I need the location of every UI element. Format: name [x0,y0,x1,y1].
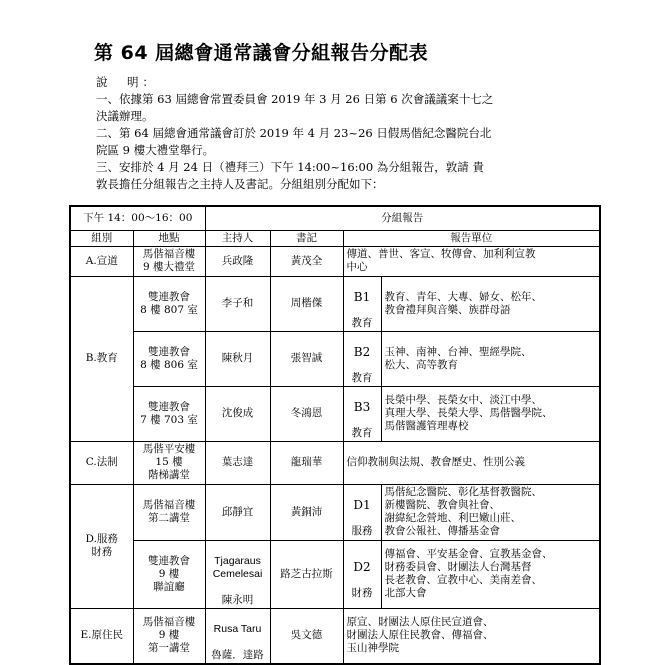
secretary-cell: 黃茂全 [270,246,343,276]
table-title-row [70,206,600,230]
subgroup-code-cell [343,276,381,331]
table-row [70,540,600,608]
subgroup-code-cell [343,540,381,608]
table-row [70,441,600,484]
location-cell: 馬偕平安樓 15 樓 階梯講堂 [133,441,205,484]
notes-section [96,74,586,193]
note-item-1: 一、依據第 63 屆總會常置委員會 2019 年 3 月 26 日第 6 次會議議案十七之 決議辦理。 [96,92,494,123]
host-cell: 葉志達 [205,441,270,484]
location-cell: 馬偕福音樓 9 樓 第一講堂 [133,608,205,664]
group-d: D.服務 財務 [70,484,133,608]
units-cell: 信仰教制與法規、教會歷史、性別公義 [343,441,600,484]
secretary-cell: 路芝古拉斯 [270,540,343,608]
location-cell: 雙連教會 7 樓 703 室 [133,386,205,441]
group-a: A.宣道 [70,246,133,276]
subgroup-label: 財務 [351,587,373,599]
units-cell: 教育、青年、大專、婦女、松年、 教會禮拜與音樂、族群母語 [381,276,600,331]
units-cell: 傳福會、平安基金會、宣教基金會、 財務委員會、財團法人台灣基督 長老教會、宣教中心、美南差會、 北部大會 [381,540,600,608]
units-cell: 馬偕紀念醫院、彰化基督教醫院、 新樓醫院、教會與社會、 謝緯紀念營地、利巴嫩山莊、 教會公報社、傳播基金會 [381,484,600,540]
host-cell [205,608,270,664]
secretary-cell: 黃銅沛 [270,484,343,540]
location-cell: 馬偕福音樓 第二講堂 [133,484,205,540]
subgroup-label: 服務 [351,525,373,537]
location-cell: 雙連教會 8 樓 807 室 [133,276,205,331]
header-units: 報告單位 [343,230,600,246]
header-secretary: 書記 [270,230,343,246]
host-latin-name: Rusa Taru [213,622,262,635]
subgroup-label: 教育 [351,371,373,384]
header-row [70,230,600,246]
time-cell: 下午 14：00～16：00 [70,206,205,230]
group-c: C.法制 [70,441,133,484]
table-row [70,608,600,664]
host-cell [205,540,270,608]
units-cell: 玉神、南神、台神、聖經學院、 松大、高等教育 [381,331,600,386]
units-cell: 傳道、普世、客宣、牧傳會、加利利宣教 中心 [343,246,600,276]
table-row [70,331,600,386]
host-name: 陳永明 [221,593,254,606]
location-cell: 雙連教會 9 樓 聯誼廳 [133,540,205,608]
note-item-3: 三、安排於 4 月 24 日（禮拜三）下午 14:00~16:00 為分組報告，敦請 貴 敦長擔任分組報告之主持人及書記。分組組別分配如下： [96,160,484,191]
host-cell: 陳秋月 [205,331,270,386]
units-cell: 原宣、財團法人原住民宣道會、 財團法人原住民教會、傳福會、 玉山神學院 [343,608,600,664]
note-item-2: 二、第 64 屆總會通常議會訂於 2019 年 4 月 23~26 日假馬偕紀念醫院台北 院區 9 樓大禮堂舉行。 [96,126,492,157]
host-cell: 邱靜宜 [205,484,270,540]
subgroup-code: B3 [353,399,371,414]
host-cell: 李子和 [205,276,270,331]
host-name: 魯薩．達路 [211,648,264,661]
table-row [70,246,600,276]
subgroup-label: 教育 [351,316,373,329]
header-group: 組別 [70,230,133,246]
host-cell: 沈俊成 [205,386,270,441]
group-b: B.教育 [70,276,133,441]
subgroup-code-cell [343,386,381,441]
secretary-cell: 張智誠 [270,331,343,386]
notes-heading: 說 明： [96,75,158,89]
allocation-table [69,205,601,665]
secretary-cell: 冬鴻恩 [270,386,343,441]
subgroup-code: D2 [353,560,371,574]
host-latin-name: Tjagaraus Cemelesai [212,554,263,580]
units-cell: 長榮中學、長榮女中、淡江中學、 真理大學、長榮大學、馬偕醫學院、 馬偕醫護管理專校 [381,386,600,441]
subgroup-code-cell [343,484,381,540]
subgroup-label: 教育 [351,426,373,439]
section-header: 分組報告 [205,206,600,230]
subgroup-code: B2 [353,344,371,359]
table-row [70,386,600,441]
table-row [70,276,600,331]
location-cell: 馬偕福音樓 9 樓大禮堂 [133,246,205,276]
subgroup-code: D1 [353,498,371,512]
subgroup-code-cell [343,331,381,386]
header-host: 主持人 [205,230,270,246]
header-location: 地點 [133,230,205,246]
secretary-cell: 周楷傑 [270,276,343,331]
location-cell: 雙連教會 8 樓 806 室 [133,331,205,386]
secretary-cell: 龍瑞華 [270,441,343,484]
host-cell: 兵政隆 [205,246,270,276]
secretary-cell: 吳文德 [270,608,343,664]
subgroup-code: B1 [353,289,371,304]
group-e: E.原住民 [70,608,133,664]
page-title: 第 64 屆總會通常議會分組報告分配表 [94,42,429,64]
table-row [70,484,600,540]
